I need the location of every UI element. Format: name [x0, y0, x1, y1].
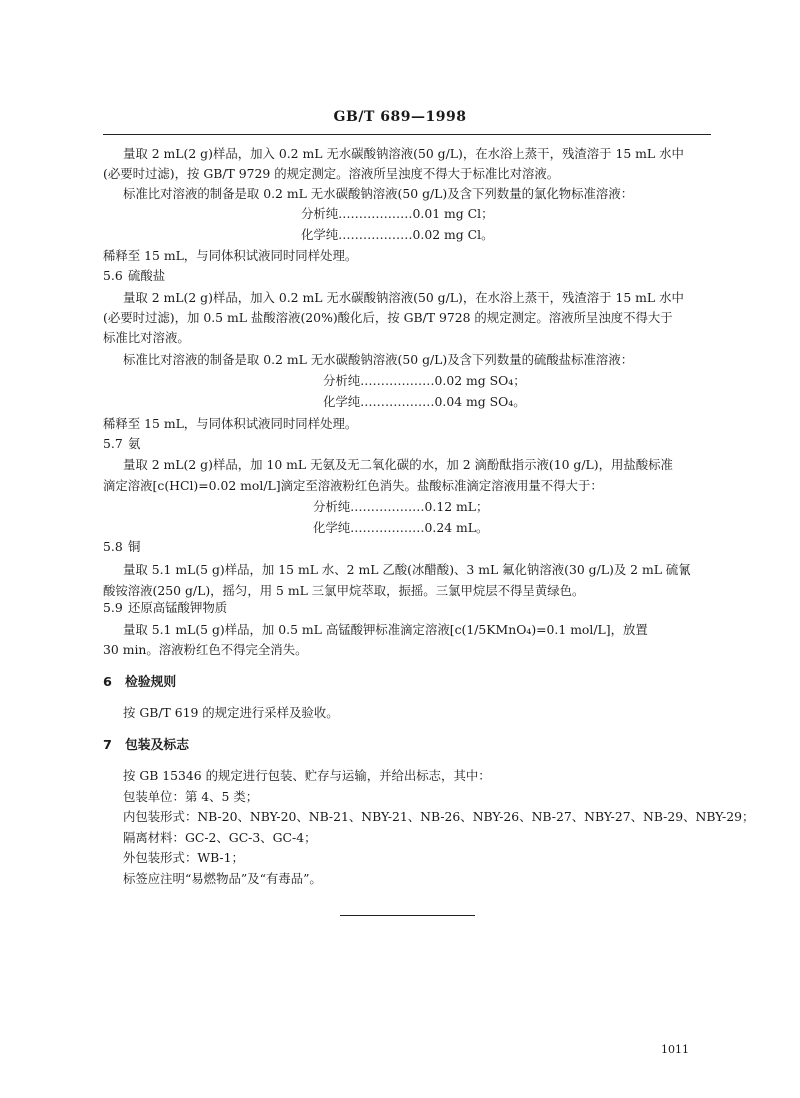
paragraph-line: 量取 5.1 mL(5 g)样品，加 0.5 mL 高锰酸钾标准滴定溶液[c(1/5KMnO₄)=0.1 mol/L]，放置 [123, 622, 648, 637]
section-title: 还原高锰酸钾物质 [128, 600, 228, 615]
section-heading-5-6 [103, 266, 711, 286]
grade-limit-chemical: 化学纯………………0.04 mg SO₄。 [323, 394, 526, 409]
header-rule [103, 134, 711, 135]
grade-limit-analytical: 分析纯………………0.01 mg Cl； [301, 206, 494, 221]
paragraph-line: 标签应注明“易燃物品”及“有毒品”。 [123, 871, 322, 886]
section-number: 5.8 [103, 539, 123, 554]
section-title: 氨 [128, 436, 141, 451]
section-number: 5.6 [103, 268, 123, 283]
paragraph-line: 量取 5.1 mL(5 g)样品，加 15 mL 水、2 mL 乙酸(冰醋酸)、3 mL 氟化钠溶液(30 g/L)及 2 mL 硫氰 [123, 562, 691, 577]
paragraph-line: 稀释至 15 mL，与同体积试液同时同样处理。 [103, 248, 358, 263]
paragraph-line: (必要时过滤)，按 GB/T 9729 的规定测定。溶液所呈浊度不得大于标准比对溶液。 [103, 166, 560, 181]
paragraph-line: 标准比对溶液。 [103, 330, 190, 345]
section-number: 5.9 [103, 600, 123, 615]
paragraph-line: 外包装形式：WB-1； [123, 850, 244, 865]
standard-header: GB/T 689—1998 [333, 109, 467, 125]
paragraph-line: 按 GB 15346 的规定进行包装、贮存与运输，并给出标志，其中： [123, 768, 491, 783]
paragraph-line: 30 min。溶液粉红色不得完全消失。 [103, 642, 308, 657]
paragraph-line: 内包装形式：NB-20、NBY-20、NB-21、NBY-21、NB-26、NBY-26、NB-27、NBY-27、NB-29、NBY-29； [123, 809, 755, 824]
paragraph-line: 按 GB/T 619 的规定进行采样及验收。 [123, 705, 339, 720]
paragraph-line: 量取 2 mL(2 g)样品，加 10 mL 无氨及无二氧化碳的水，加 2 滴酚酞指示液(10 g/L)，用盐酸标准 [123, 457, 673, 472]
paragraph-line: 标准比对溶液的制备是取 0.2 mL 无水碳酸钠溶液(50 g/L)及含下列数量的氯化物标准溶液： [123, 186, 634, 201]
section-title: 铜 [128, 539, 141, 554]
grade-limit-analytical: 分析纯………………0.12 mL； [313, 499, 489, 514]
section-number: 6 [103, 675, 112, 690]
page-number: 1011 [661, 1043, 689, 1056]
section-heading-5-7 [103, 434, 711, 454]
paragraph-line: (必要时过滤)，加 0.5 mL 盐酸溶液(20%)酸化后，按 GB/T 9728 的规定测定。溶液所呈浊度不得大于 [103, 310, 673, 325]
section-title: 硫酸盐 [128, 268, 166, 283]
grade-limit-analytical: 分析纯………………0.02 mg SO₄； [323, 373, 526, 388]
section-number: 7 [103, 738, 112, 753]
grade-limit-chemical: 化学纯………………0.02 mg Cl。 [301, 227, 494, 242]
section-number: 5.7 [103, 436, 123, 451]
end-rule [340, 915, 475, 916]
section-heading-7 [103, 736, 711, 756]
paragraph-line: 滴定溶液[c(HCl)=0.02 mol/L]滴定至溶液粉红色消失。盐酸标准滴定溶液用量不得大于： [103, 478, 603, 493]
paragraph-line: 隔离材料：GC-2、GC-3、GC-4； [123, 830, 317, 845]
grade-limit-chemical: 化学纯………………0.24 mL。 [313, 520, 489, 535]
paragraph-line: 标准比对溶液的制备是取 0.2 mL 无水碳酸钠溶液(50 g/L)及含下列数量的硫酸盐标准溶液： [123, 352, 634, 367]
paragraph-line: 量取 2 mL(2 g)样品，加入 0.2 mL 无水碳酸钠溶液(50 g/L)，在水浴上蒸干，残渣溶于 15 mL 水中 [123, 290, 684, 305]
section-title: 包装及标志 [125, 738, 189, 753]
section-title: 检验规则 [125, 675, 177, 690]
paragraph-line: 酸铵溶液(250 g/L)，摇匀，用 5 mL 三氯甲烷萃取，振摇。三氯甲烷层不得呈黄绿色。 [103, 583, 585, 598]
section-heading-6 [103, 673, 711, 693]
paragraph-line: 包装单位：第 4、5 类； [123, 789, 259, 804]
section-heading-5-8 [103, 537, 711, 557]
paragraph-line: 量取 2 mL(2 g)样品，加入 0.2 mL 无水碳酸钠溶液(50 g/L)，在水浴上蒸干，残渣溶于 15 mL 水中 [123, 146, 684, 161]
paragraph-line: 稀释至 15 mL，与同体积试液同时同样处理。 [103, 416, 358, 431]
section-heading-5-9 [103, 598, 711, 618]
